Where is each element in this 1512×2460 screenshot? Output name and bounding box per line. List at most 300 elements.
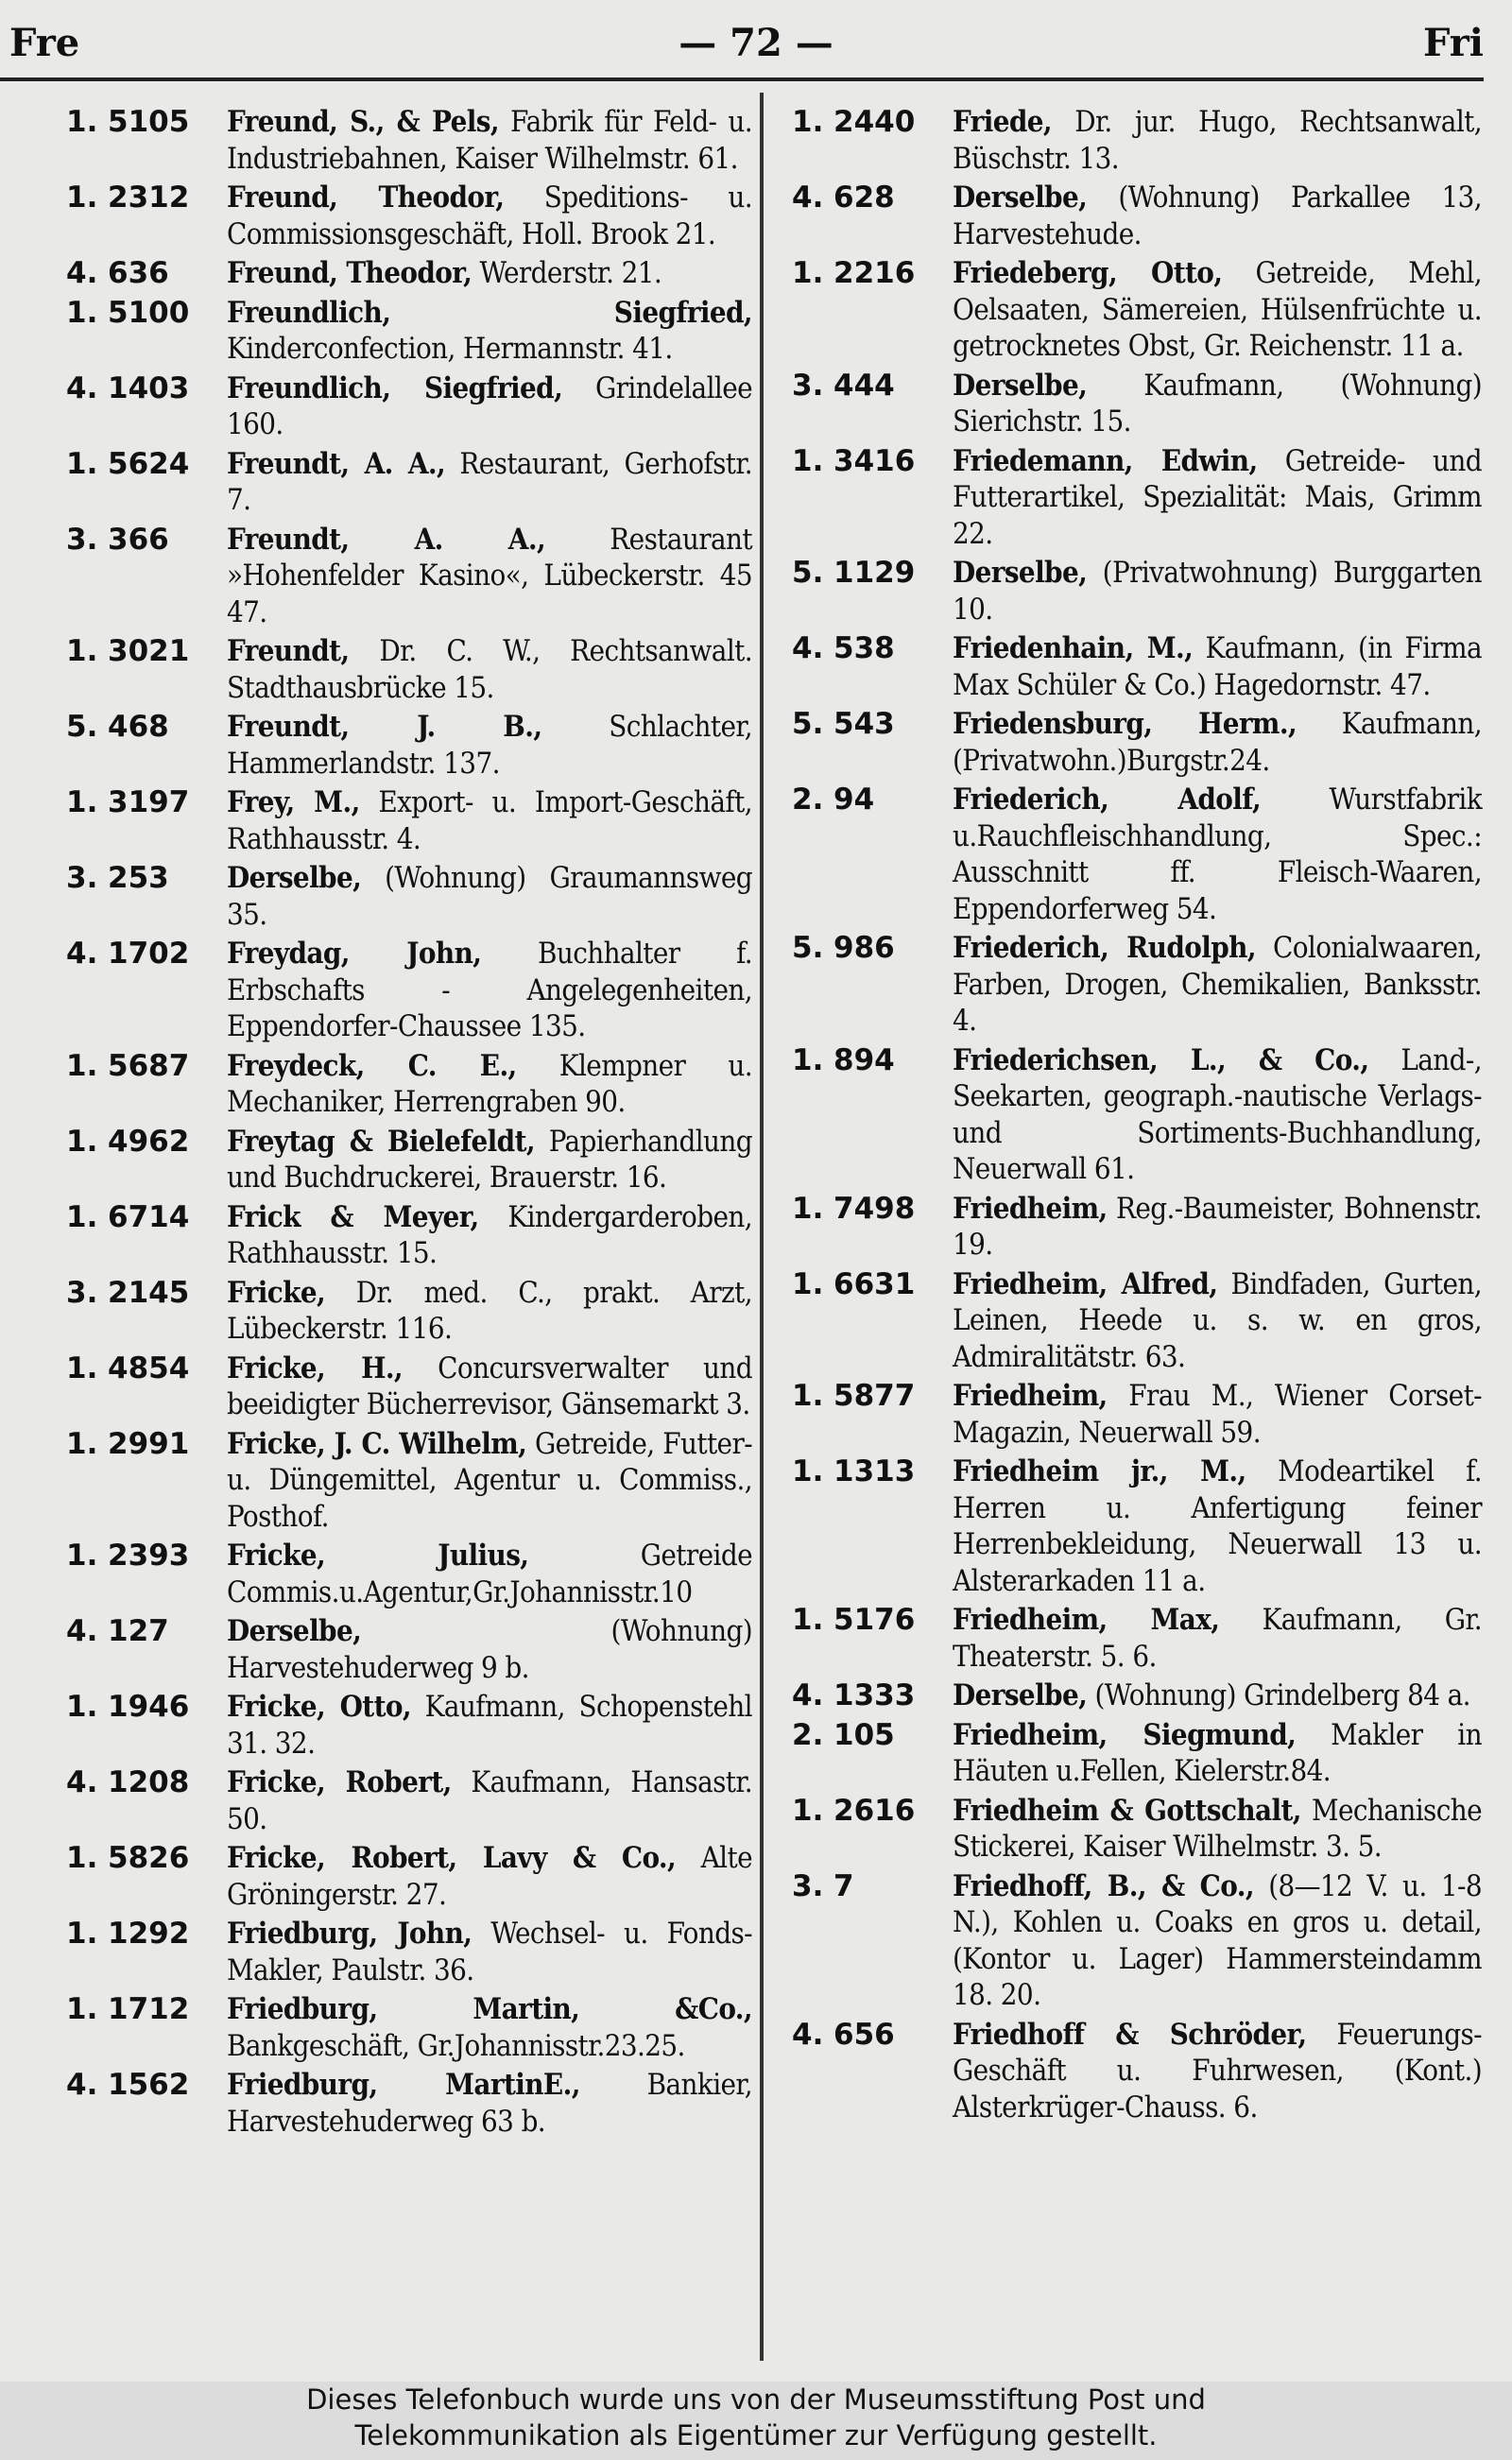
phone-number xyxy=(792,630,953,703)
exchange-number: 1. xyxy=(66,1048,98,1083)
phone-number xyxy=(66,1613,227,1686)
entry-text xyxy=(227,1426,752,1536)
subscriber-name: Freund, Theodor, xyxy=(227,256,472,290)
directory-entry xyxy=(792,630,1482,703)
subscriber-name: Freundt, A. A., xyxy=(227,446,446,481)
subscriber-name: Fricke, Robert, Lavy & Co., xyxy=(227,1841,677,1875)
subscriber-number: 1129 xyxy=(833,556,916,590)
entry-text xyxy=(227,784,752,857)
entry-text xyxy=(953,782,1482,927)
directory-entry xyxy=(66,1275,752,1348)
subscriber-details: Speditions- u. Commissionsgeschäft, Holl. Brook 21. xyxy=(227,181,752,251)
directory-entry xyxy=(792,1602,1482,1675)
directory-entry xyxy=(66,1840,752,1913)
exchange-number: 2. xyxy=(792,783,824,817)
directory-entry xyxy=(792,706,1482,779)
entry-text xyxy=(953,930,1482,1040)
directory-entry xyxy=(792,782,1482,927)
phone-number xyxy=(66,295,227,368)
directory-entry xyxy=(66,1350,752,1423)
entry-text xyxy=(953,368,1482,440)
subscriber-name: Fricke, Robert, xyxy=(227,1765,452,1799)
phone-number xyxy=(792,1868,953,2014)
entry-text xyxy=(953,443,1482,553)
subscriber-name: Friedburg, MartinE., xyxy=(227,2068,580,2102)
exchange-number: 1. xyxy=(66,1350,98,1385)
exchange-number: 1. xyxy=(792,105,824,139)
entry-text xyxy=(953,1717,1482,1790)
exchange-number: 1. xyxy=(66,1539,98,1573)
phone-number xyxy=(66,1840,227,1913)
directory-entry xyxy=(66,1689,752,1762)
subscriber-details: Kinderconfection, Hermannstr. 41. xyxy=(227,332,673,366)
subscriber-name: Derselbe, xyxy=(227,1614,362,1648)
subscriber-details: Kaufmann,(Privatwohn.)Burgstr.24. xyxy=(953,707,1482,778)
footer-line-2: Telekommunikation als Eigentümer zur Verfügung gestellt. xyxy=(354,2419,1158,2451)
header-right-key: Fri xyxy=(1423,21,1484,65)
subscriber-details: (Wohnung) Harvestehuderweg 9 b. xyxy=(227,1614,752,1685)
exchange-number: 1. xyxy=(792,1379,824,1413)
phone-number xyxy=(66,1538,227,1610)
subscriber-details: Restaurant, Gerhofstr. 7. xyxy=(227,446,752,517)
phone-number xyxy=(792,1266,953,1376)
subscriber-name: Derselbe, xyxy=(227,861,362,895)
subscriber-details: Export- u. Import-Geschäft, Rathhausstr. 4. xyxy=(227,785,752,856)
exchange-number: 5. xyxy=(66,710,98,744)
directory-entry xyxy=(792,1793,1482,1866)
entry-text xyxy=(227,709,752,782)
subscriber-number: 986 xyxy=(833,931,895,965)
subscriber-details: (Wohnung) Graumannsweg 35. xyxy=(227,861,752,932)
subscriber-details: (Privatwohnung) Burggarten 10. xyxy=(953,556,1482,627)
subscriber-number: 5624 xyxy=(108,446,190,481)
subscriber-number: 2440 xyxy=(833,105,916,139)
directory-entry xyxy=(66,709,752,782)
subscriber-details: Reg.-Baumeister, Bohnenstr. 19. xyxy=(953,1191,1482,1262)
directory-entry xyxy=(66,860,752,933)
subscriber-name: Freundt, J. B., xyxy=(227,710,542,744)
subscriber-number: 2145 xyxy=(108,1275,190,1310)
phone-number xyxy=(66,370,227,443)
subscriber-name: Freund, Theodor, xyxy=(227,181,505,215)
subscriber-name: Freydeck, C. E., xyxy=(227,1048,517,1083)
directory-entry xyxy=(66,633,752,706)
subscriber-name: Derselbe, xyxy=(953,181,1088,215)
directory-entry xyxy=(792,1677,1482,1714)
phone-number xyxy=(66,860,227,933)
entry-text xyxy=(227,1916,752,1988)
phone-number xyxy=(66,936,227,1045)
entry-text xyxy=(227,1048,752,1121)
left-column xyxy=(66,104,752,2142)
subscriber-name: Friedheim, Siegmund, xyxy=(953,1717,1297,1752)
subscriber-details: Werderstr. 21. xyxy=(472,256,662,290)
subscriber-details: Getreide, Futter- u. Düngemittel, Agentur u. Commiss., Posthof. xyxy=(227,1426,753,1534)
subscriber-number: 5105 xyxy=(108,105,190,139)
directory-entry xyxy=(792,180,1482,252)
subscriber-details: Kaufmann, (in Firma Max Schüler & Co.) Hagedornstr. 47. xyxy=(953,631,1482,702)
directory-entry xyxy=(792,2017,1482,2126)
header-left-key: Fre xyxy=(9,21,80,65)
entry-text xyxy=(953,555,1482,628)
directory-entry xyxy=(792,1717,1482,1790)
subscriber-number: 1562 xyxy=(108,2068,190,2102)
directory-entry xyxy=(66,1426,752,1536)
entry-text xyxy=(953,1191,1482,1264)
subscriber-number: 94 xyxy=(833,783,875,817)
directory-entry xyxy=(792,1378,1482,1451)
exchange-number: 4. xyxy=(66,2068,98,2102)
directory-entry xyxy=(66,1916,752,1988)
entry-text xyxy=(227,104,752,177)
subscriber-details: Makler in Häuten u.Fellen, Kielerstr.84. xyxy=(953,1717,1482,1788)
phone-number xyxy=(792,1042,953,1188)
directory-entry xyxy=(66,2067,752,2140)
column-divider xyxy=(760,93,764,2361)
exchange-number: 5. xyxy=(792,707,824,741)
subscriber-number: 656 xyxy=(833,2017,895,2052)
directory-entry xyxy=(792,1191,1482,1264)
directory-entry xyxy=(66,104,752,177)
directory-entry xyxy=(66,784,752,857)
subscriber-details: Dr. med. C., prakt. Arzt, Lübeckerstr. 116. xyxy=(227,1275,752,1346)
phone-number xyxy=(792,1191,953,1264)
entry-text xyxy=(953,180,1482,252)
footer-line-1: Dieses Telefonbuch wurde uns von der Museumsstiftung Post und xyxy=(306,2383,1206,2416)
right-column xyxy=(792,104,1482,2128)
subscriber-number: 4854 xyxy=(108,1350,190,1385)
exchange-number: 4. xyxy=(66,256,98,290)
subscriber-name: Friedheim, Max, xyxy=(953,1603,1220,1637)
subscriber-number: 1292 xyxy=(108,1917,190,1951)
subscriber-details: Kaufmann, Schopenstehl 31. 32. xyxy=(227,1690,752,1761)
subscriber-number: 894 xyxy=(833,1042,895,1077)
phone-number xyxy=(792,782,953,927)
entry-text xyxy=(953,1378,1482,1451)
entry-text xyxy=(227,446,752,519)
subscriber-name: Freydag, John, xyxy=(227,937,482,971)
subscriber-details: Bankgeschäft, Gr.Johannisstr.23.25. xyxy=(227,2028,685,2063)
subscriber-number: 105 xyxy=(833,1717,895,1752)
phone-number xyxy=(66,2067,227,2140)
directory-entry xyxy=(792,1266,1482,1376)
entry-text xyxy=(227,633,752,706)
directory-entry xyxy=(66,1199,752,1272)
subscriber-name: Derselbe, xyxy=(953,368,1088,403)
entry-text xyxy=(953,1793,1482,1866)
phone-number xyxy=(792,104,953,177)
phone-number xyxy=(792,1378,953,1451)
subscriber-number: 1712 xyxy=(108,1992,190,2026)
exchange-number: 1. xyxy=(792,443,824,478)
subscriber-name: Friede, xyxy=(953,105,1053,139)
directory-entry xyxy=(66,255,752,292)
subscriber-number: 1946 xyxy=(108,1690,190,1724)
entry-text xyxy=(227,2067,752,2140)
phone-number xyxy=(792,443,953,553)
subscriber-name: Friedheim jr., M., xyxy=(953,1454,1246,1488)
entry-text xyxy=(227,936,752,1045)
exchange-number: 4. xyxy=(792,2017,824,2052)
phone-number xyxy=(66,1991,227,2064)
subscriber-details: Land-, Seekarten, geograph.-nautische Verlags- und Sortiments-Buchhandlung, Neuerwall 61. xyxy=(953,1042,1482,1186)
entry-text xyxy=(227,1840,752,1913)
subscriber-details: Mechanische Stickerei, Kaiser Wilhelmstr. 3. 5. xyxy=(953,1793,1482,1864)
subscriber-name: Fricke, J. C. Wilhelm, xyxy=(227,1426,527,1461)
directory-entry xyxy=(66,180,752,252)
subscriber-details: Wechsel- u. Fonds-Makler, Paulstr. 36. xyxy=(227,1917,752,1987)
phone-number xyxy=(66,1199,227,1272)
subscriber-name: Friedhoff, B., & Co., xyxy=(953,1868,1254,1903)
subscriber-details: (8—12 V. u. 1-8 N.), Kohlen u. Coaks en gros u. detail, (Kontor u. Lager) Hammersteindamm 18. 20. xyxy=(953,1868,1482,2012)
subscriber-name: Friedheim, Alfred, xyxy=(953,1266,1218,1301)
subscriber-number: 1313 xyxy=(833,1454,916,1488)
entry-text xyxy=(953,1454,1482,1599)
phone-number xyxy=(792,180,953,252)
entry-text xyxy=(227,1991,752,2064)
subscriber-number: 1208 xyxy=(108,1765,190,1799)
subscriber-name: Freundlich, Siegfried, xyxy=(227,295,752,330)
directory-entry xyxy=(792,1454,1482,1599)
header-rule xyxy=(0,77,1484,81)
subscriber-details: Bankier, Harvestehuderweg 63 b. xyxy=(227,2068,752,2139)
subscriber-number: 366 xyxy=(108,522,169,557)
exchange-number: 1. xyxy=(66,634,98,668)
subscriber-name: Friedheim, xyxy=(953,1191,1108,1226)
entry-text xyxy=(953,706,1482,779)
entry-text xyxy=(953,1677,1482,1714)
subscriber-name: Friedemann, Edwin, xyxy=(953,443,1258,478)
subscriber-name: Fricke, H., xyxy=(227,1350,404,1385)
subscriber-number: 5687 xyxy=(108,1048,190,1083)
subscriber-details: Fabrik für Feld- u. Industriebahnen, Kaiser Wilhelmstr. 61. xyxy=(227,105,753,176)
exchange-number: 4. xyxy=(792,1678,824,1712)
exchange-number: 1. xyxy=(66,446,98,481)
entry-text xyxy=(227,180,752,252)
phone-number xyxy=(792,930,953,1040)
entry-text xyxy=(953,1042,1482,1188)
exchange-number: 1. xyxy=(66,785,98,819)
phone-number xyxy=(66,1124,227,1196)
directory-entry xyxy=(66,522,752,631)
subscriber-number: 444 xyxy=(833,368,895,403)
subscriber-number: 538 xyxy=(833,631,895,665)
subscriber-details: Kaufmann, (Wohnung) Sierichstr. 15. xyxy=(953,368,1482,439)
subscriber-details: Kaufmann, Hansastr. 50. xyxy=(227,1765,752,1836)
exchange-number: 4. xyxy=(66,1765,98,1799)
subscriber-name: Derselbe, xyxy=(953,556,1088,590)
entry-text xyxy=(227,1199,752,1272)
subscriber-number: 2216 xyxy=(833,256,916,290)
entry-text xyxy=(953,104,1482,177)
exchange-number: 1. xyxy=(792,1191,824,1226)
exchange-number: 1. xyxy=(66,1199,98,1234)
exchange-number: 3. xyxy=(66,522,98,557)
subscriber-number: 3416 xyxy=(833,443,916,478)
phone-number xyxy=(66,1426,227,1536)
subscriber-name: Friedensburg, Herm., xyxy=(953,707,1297,741)
entry-text xyxy=(227,295,752,368)
subscriber-name: Friedenhain, M., xyxy=(953,631,1194,665)
subscriber-name: Fricke, xyxy=(227,1275,326,1310)
exchange-number: 2. xyxy=(792,1717,824,1752)
exchange-number: 4. xyxy=(66,370,98,405)
exchange-number: 5. xyxy=(792,931,824,965)
directory-entry xyxy=(792,255,1482,365)
subscriber-details: (Wohnung) Grindelberg 84 a. xyxy=(1087,1678,1470,1712)
subscriber-number: 1702 xyxy=(108,937,190,971)
subscriber-details: Getreide- und Futterartikel, Spezialität: Mais, Grimm 22. xyxy=(953,443,1482,551)
subscriber-name: Freundt, xyxy=(227,634,350,668)
directory-entry xyxy=(792,368,1482,440)
exchange-number: 1. xyxy=(66,1426,98,1461)
subscriber-details: Modeartikel f. Herren u. Anfertigung feiner Herrenbekleidung, Neuerwall 13 u. Alsterarkaden 11 a. xyxy=(953,1454,1482,1598)
entry-text xyxy=(953,1266,1482,1376)
entry-text xyxy=(953,1868,1482,2014)
subscriber-name: Fricke, Otto, xyxy=(227,1690,411,1724)
subscriber-name: Frey, M., xyxy=(227,785,360,819)
subscriber-details: (Wohnung) Parkallee 13, Harvestehude. xyxy=(953,181,1482,251)
exchange-number: 1. xyxy=(792,1603,824,1637)
phone-number xyxy=(792,1793,953,1866)
directory-entry xyxy=(66,446,752,519)
exchange-number: 5. xyxy=(792,556,824,590)
phone-number xyxy=(792,368,953,440)
entry-text xyxy=(227,1350,752,1423)
subscriber-details: Klempner u. Mechaniker, Herrengraben 90. xyxy=(227,1048,753,1119)
exchange-number: 1. xyxy=(66,1124,98,1159)
exchange-number: 3. xyxy=(66,861,98,895)
footer-notice xyxy=(0,2382,1512,2460)
phone-number xyxy=(792,1717,953,1790)
subscriber-number: 2991 xyxy=(108,1426,190,1461)
directory-entry xyxy=(66,370,752,443)
phone-number xyxy=(66,255,227,292)
directory-entry xyxy=(792,443,1482,553)
exchange-number: 1. xyxy=(66,295,98,330)
entry-text xyxy=(953,255,1482,365)
subscriber-number: 6631 xyxy=(833,1266,916,1301)
subscriber-details: Kindergarderoben, Rathhausstr. 15. xyxy=(227,1199,752,1270)
entry-text xyxy=(953,630,1482,703)
subscriber-number: 628 xyxy=(833,181,895,215)
subscriber-details: Wurstfabrik u.Rauchfleischhandlung, Spec.: Ausschnitt ff. Fleisch-Waaren, Eppendorferweg 54. xyxy=(953,783,1483,926)
phone-number xyxy=(66,1764,227,1837)
exchange-number: 4. xyxy=(66,937,98,971)
subscriber-number: 4962 xyxy=(108,1124,190,1159)
phone-number xyxy=(66,709,227,782)
phone-number xyxy=(66,446,227,519)
subscriber-details: Colonialwaaren, Farben, Drogen, Chemikalien, Banksstr. 4. xyxy=(953,931,1482,1038)
subscriber-number: 127 xyxy=(108,1614,169,1648)
subscriber-name: Friederichsen, L., & Co., xyxy=(953,1042,1369,1077)
page-number: — 72 — xyxy=(679,21,833,65)
directory-entry xyxy=(66,1613,752,1686)
phone-number xyxy=(66,633,227,706)
subscriber-number: 7 xyxy=(833,1868,854,1903)
subscriber-details: Papierhandlung und Buchdruckerei, Brauerstr. 16. xyxy=(227,1124,752,1195)
subscriber-number: 5176 xyxy=(833,1603,916,1637)
phone-number xyxy=(66,180,227,252)
subscriber-number: 1333 xyxy=(833,1678,916,1712)
subscriber-details: Restaurant »Hohenfelder Kasino«, Lübeckerstr. 45 47. xyxy=(227,522,752,629)
subscriber-number: 5100 xyxy=(108,295,190,330)
subscriber-details: Dr. jur. Hugo, Rechtsanwalt, Büschstr. 13. xyxy=(953,105,1482,176)
entry-text xyxy=(227,255,752,292)
subscriber-details: Feuerungs-Geschäft u. Fuhrwesen, (Kont.) Alsterkrüger-Chauss. 6. xyxy=(953,2017,1482,2125)
phone-number xyxy=(66,1916,227,1988)
phone-number xyxy=(792,555,953,628)
subscriber-name: Friedhoff & Schröder, xyxy=(953,2017,1307,2052)
exchange-number: 1. xyxy=(66,1917,98,1951)
subscriber-name: Freund, S., & Pels, xyxy=(227,105,499,139)
directory-entry xyxy=(792,1042,1482,1188)
subscriber-name: Friedeberg, Otto, xyxy=(953,256,1223,290)
exchange-number: 1. xyxy=(66,1992,98,2026)
exchange-number: 3. xyxy=(792,1868,824,1903)
phone-number xyxy=(792,1677,953,1714)
subscriber-name: Frick & Meyer, xyxy=(227,1199,479,1234)
directory-entry xyxy=(792,930,1482,1040)
entry-text xyxy=(953,2017,1482,2126)
entry-text xyxy=(227,522,752,631)
subscriber-number: 6714 xyxy=(108,1199,190,1234)
exchange-number: 1. xyxy=(792,1793,824,1828)
phone-number xyxy=(792,255,953,365)
subscriber-details: Kaufmann, Gr. Theaterstr. 5. 6. xyxy=(953,1603,1482,1674)
exchange-number: 1. xyxy=(792,1042,824,1077)
subscriber-name: Friederich, Rudolph, xyxy=(953,931,1256,965)
directory-entry xyxy=(66,1048,752,1121)
phone-number xyxy=(66,522,227,631)
phone-number xyxy=(66,1689,227,1762)
subscriber-name: Friedburg, Martin, &Co., xyxy=(227,1992,752,2026)
page-header xyxy=(0,0,1512,95)
phone-number xyxy=(66,1275,227,1348)
subscriber-name: Fricke, Julius, xyxy=(227,1539,529,1573)
exchange-number: 1. xyxy=(66,1841,98,1875)
directory-entry xyxy=(792,555,1482,628)
subscriber-name: Freundlich, Siegfried, xyxy=(227,370,563,405)
subscriber-details: Concursverwalter und beeidigter Bücherrevisor, Gänsemarkt 3. xyxy=(227,1350,752,1421)
subscriber-name: Friedburg, John, xyxy=(227,1917,472,1951)
subscriber-number: 1403 xyxy=(108,370,190,405)
entry-text xyxy=(227,1124,752,1196)
phone-number xyxy=(66,784,227,857)
subscriber-number: 3197 xyxy=(108,785,190,819)
subscriber-details: Dr. C. W., Rechtsanwalt. Stadthausbrücke 15. xyxy=(227,634,752,705)
exchange-number: 1. xyxy=(66,105,98,139)
subscriber-number: 468 xyxy=(108,710,169,744)
subscriber-number: 253 xyxy=(108,861,169,895)
entry-text xyxy=(227,860,752,933)
subscriber-details: Grindelallee 160. xyxy=(227,370,753,441)
exchange-number: 1. xyxy=(792,1454,824,1488)
exchange-number: 1. xyxy=(792,256,824,290)
subscriber-name: Freytag & Bielefeldt, xyxy=(227,1124,535,1159)
exchange-number: 1. xyxy=(66,1690,98,1724)
subscriber-number: 2616 xyxy=(833,1793,916,1828)
subscriber-name: Friedheim & Gottschalt, xyxy=(953,1793,1301,1828)
exchange-number: 1. xyxy=(66,181,98,215)
subscriber-details: Getreide, Mehl, Oelsaaten, Sämereien, Hülsenfrüchte u. getrocknetes Obst, Gr. Reichenstr. 11 a. xyxy=(953,256,1482,363)
exchange-number: 3. xyxy=(66,1275,98,1310)
subscriber-details: Frau M., Wiener Corset-Magazin, Neuerwall 59. xyxy=(953,1379,1482,1450)
subscriber-number: 5826 xyxy=(108,1841,190,1875)
subscriber-number: 7498 xyxy=(833,1191,916,1226)
subscriber-number: 2312 xyxy=(108,181,190,215)
directory-entry xyxy=(66,1538,752,1610)
